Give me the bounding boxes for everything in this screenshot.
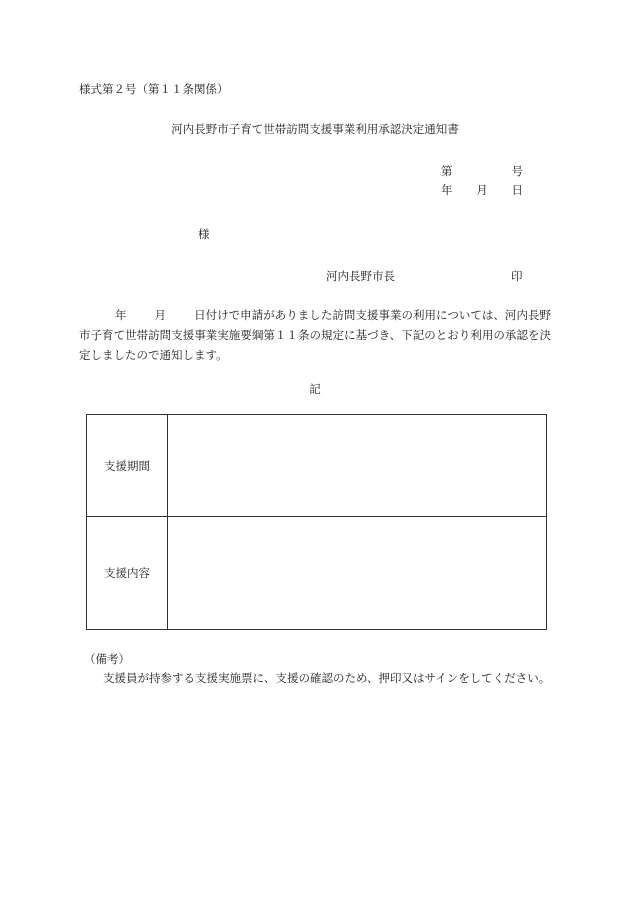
notes-heading: （備考） [84,652,130,666]
page-title: 河内長野市子育て世帯訪問支援事業利用承認決定通知書 [171,122,459,136]
support-period-label: 支援期間 [87,415,168,517]
document-number-line [441,163,523,179]
recipient-honorific: 様 [198,227,210,241]
body-paragraph [79,305,551,365]
table-row-support-period [87,415,547,517]
date-year: 年 [441,183,453,197]
document-date-line [441,182,523,198]
date-month: 月 [476,183,488,197]
support-content-value [168,517,547,630]
body-year: 年 [115,308,127,322]
seal-mark: 印 [511,269,523,283]
notes-text: 支援員が持参する支援実施票に、支援の確認のため、押印又はサインをしてください。 [103,671,551,685]
body-month: 月 [154,308,167,322]
ki-label: 記 [309,382,321,396]
issuer-name: 河内長野市長 [326,269,395,283]
support-content-label: 支援内容 [87,517,168,630]
table-row-support-content [87,517,547,630]
form-number: 様式第２号（第１１条関係） [79,82,229,96]
support-table [86,414,547,630]
number-suffix: 号 [511,164,523,178]
support-period-value [168,415,547,517]
number-prefix: 第 [441,164,453,178]
body-text: 日付けで申請がありました訪問支援事業の利用については、河内長野市子育て世帯訪問支援事業実施要綱第１１条の規定に基づき、下記のとおり利用の承認を決定しましたので通知します。 [79,308,551,362]
date-day: 日 [511,183,523,197]
